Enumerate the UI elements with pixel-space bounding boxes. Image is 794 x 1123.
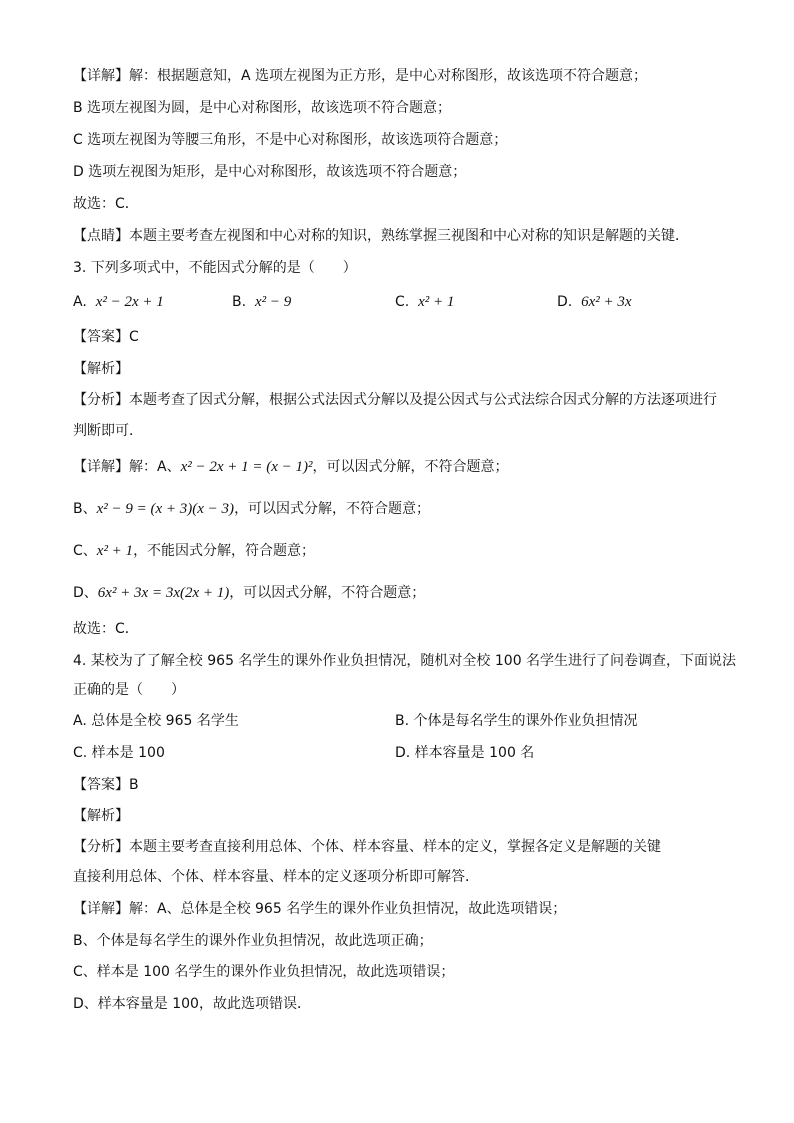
- option-expr: x² + 1: [418, 294, 455, 310]
- q4-option-b: B. 个体是每名学生的课外作业负担情况: [395, 713, 638, 729]
- q3-option-c: [395, 292, 454, 312]
- detail-suffix: ，不能因式分解，符合题意；: [133, 543, 316, 559]
- q3-option-a: [73, 292, 164, 312]
- option-expr: 6x² + 3x: [581, 294, 632, 310]
- comment-label: 【点睛】: [73, 228, 129, 244]
- detail-suffix: ，可以因式分解，不符合题意；: [312, 459, 509, 475]
- fenxi-label: 【分析】: [73, 839, 129, 855]
- detail-suffix: ，可以因式分解，不符合题意；: [229, 585, 426, 601]
- q3-detail-d: [73, 583, 425, 603]
- q3-answer-line: [73, 327, 139, 347]
- detail-prefix: B、: [73, 501, 97, 517]
- fenxi-text: 本题主要考查直接利用总体、个体、样本容量、样本的定义，掌握各定义是解题的关键: [129, 839, 661, 855]
- q3-option-d: [557, 292, 632, 312]
- answer-value: B: [129, 777, 139, 793]
- q4-option-c: C. 样本是 100: [73, 745, 165, 761]
- prev-c-line: C 选项左视图为等腰三角形，不是中心对称图形，故该选项符合题意；: [73, 132, 508, 148]
- q3-stem: 3. 下列多项式中，不能因式分解的是（ ）: [73, 260, 357, 276]
- option-label: C.: [395, 294, 410, 310]
- fenxi-text: 本题考查了因式分解，根据公式法因式分解以及提公因式与公式法综合因式分解的方法逐项进行: [129, 392, 717, 408]
- option-expr: x² − 9: [254, 294, 292, 310]
- q3-option-b: [232, 292, 291, 312]
- q4-detail-b: B、个体是每名学生的课外作业负担情况，故此选项正确；: [73, 933, 433, 949]
- q3-fenxi-line: [73, 390, 717, 410]
- answer-label: 【答案】: [73, 777, 129, 793]
- q4-analysis-label: 【解析】: [73, 808, 129, 824]
- prev-d-line: D 选项左视图为矩形，是中心对称图形，故该选项不符合题意；: [73, 164, 467, 180]
- detail-prefix: D、: [73, 585, 98, 601]
- prev-detail-line: [73, 66, 647, 86]
- detail-expr: 6x² + 3x = 3x(2x + 1): [97, 585, 230, 601]
- q4-option-a: A. 总体是全校 965 名学生: [73, 713, 239, 729]
- q3-detail-c: [73, 541, 315, 561]
- q4-answer-line: [73, 775, 139, 795]
- option-label: B.: [232, 294, 247, 310]
- detail-expr: x² − 2x + 1 = (x − 1)²: [180, 459, 313, 475]
- q3-detail-a: [73, 457, 509, 477]
- detail-suffix: ，可以因式分解，不符合题意；: [234, 501, 431, 517]
- option-label: D.: [557, 294, 573, 310]
- q3-analysis-label: 【解析】: [73, 361, 129, 377]
- answer-value: C: [129, 329, 139, 345]
- detail-expr: x² + 1: [96, 543, 134, 559]
- q4-stem-line2: 正确的是（ ）: [73, 682, 185, 698]
- detail-text: 解：根据题意知，A 选项左视图为正方形，是中心对称图形，故该选项不符合题意；: [129, 68, 648, 84]
- q4-detail-c: C、样本是 100 名学生的课外作业负担情况，故此选项错误；: [73, 964, 455, 980]
- detail-expr: x² − 9 = (x + 3)(x − 3): [96, 501, 235, 517]
- q4-fenxi-line: [73, 837, 661, 857]
- prev-choose: 故选：C．: [73, 196, 139, 212]
- q4-fenxi-line2: 直接利用总体、个体、样本容量、样本的定义逐项分析即可解答．: [73, 869, 479, 885]
- option-expr: x² − 2x + 1: [95, 294, 164, 310]
- comment-text: 本题主要考查左视图和中心对称的知识，熟练掌握三视图和中心对称的知识是解题的关键．: [129, 228, 689, 244]
- detail-prefix: C、: [73, 543, 97, 559]
- q3-fenxi-line2: 判断即可．: [73, 423, 143, 439]
- detail-label: 【详解】: [73, 68, 129, 84]
- answer-label: 【答案】: [73, 329, 129, 345]
- q4-detail-d: D、样本容量是 100，故此选项错误．: [73, 996, 311, 1012]
- option-label: A.: [73, 294, 87, 310]
- detail-prefix: 解：A、: [129, 459, 181, 475]
- detail-text: 解：A、总体是全校 965 名学生的课外作业负担情况，故此选项错误；: [129, 901, 567, 917]
- detail-label: 【详解】: [73, 901, 129, 917]
- prev-comment-line: [73, 226, 689, 246]
- fenxi-label: 【分析】: [73, 392, 129, 408]
- q4-stem-line1: 4. 某校为了了解全校 965 名学生的课外作业负担情况，随机对全校 100 名学生进行了问卷调查，下面说法: [73, 653, 737, 669]
- q3-choose: 故选：C．: [73, 621, 139, 637]
- prev-b-line: B 选项左视图为圆，是中心对称图形，故该选项不符合题意；: [73, 100, 452, 116]
- detail-label: 【详解】: [73, 459, 129, 475]
- q4-option-d: D. 样本容量是 100 名: [395, 745, 535, 761]
- q3-detail-b: [73, 499, 430, 519]
- q4-detail-a: [73, 899, 566, 919]
